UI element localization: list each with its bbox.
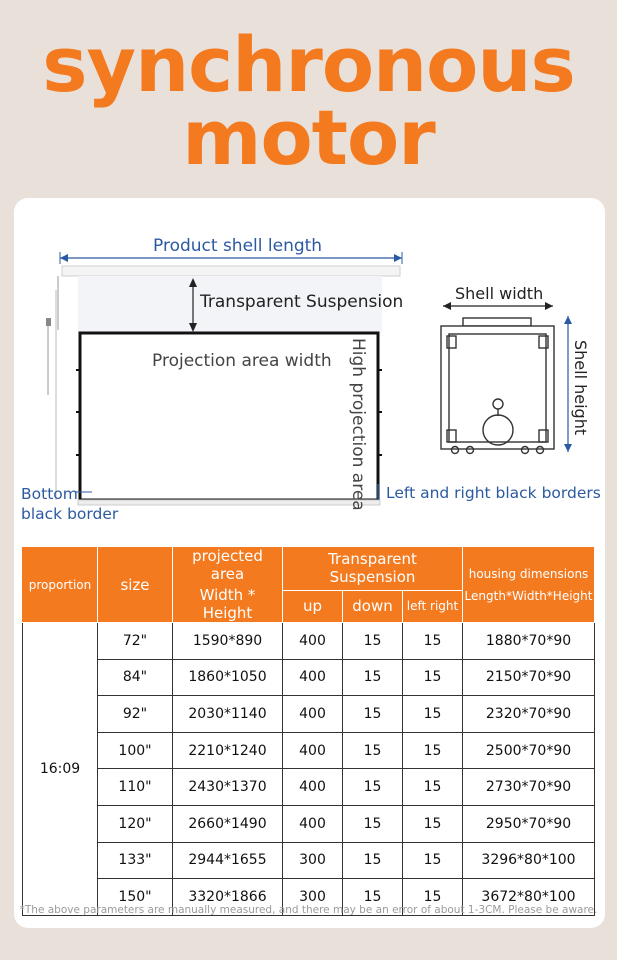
shell-height-label: Shell height	[571, 340, 590, 436]
left-right-black-borders-label: Left and right black borders	[386, 484, 601, 502]
area-cell: 2030*1140	[173, 696, 283, 733]
left-right-cell: 15	[403, 879, 463, 916]
up-cell: 300	[283, 842, 343, 879]
down-cell: 15	[343, 696, 403, 733]
housing-cell: 1880*70*90	[463, 623, 595, 660]
header-projected-area	[173, 547, 283, 623]
down-cell: 15	[343, 842, 403, 879]
header-left-right: left right	[403, 590, 463, 622]
down-cell: 15	[343, 769, 403, 806]
down-cell: 15	[343, 732, 403, 769]
left-right-cell: 15	[403, 805, 463, 842]
screen-housing	[62, 266, 400, 276]
area-cell: 2210*1240	[173, 732, 283, 769]
left-right-cell: 15	[403, 696, 463, 733]
header-down: down	[343, 590, 403, 622]
table-row	[23, 805, 595, 842]
area-cell: 1860*1050	[173, 659, 283, 696]
bottom-black-border-label-line2: black border	[21, 505, 119, 523]
left-right-cell: 15	[403, 623, 463, 660]
size-cell: 133"	[98, 842, 173, 879]
product-shell-length-label: Product shell length	[153, 236, 323, 256]
area-cell: 2660*1490	[173, 805, 283, 842]
spec-table	[22, 546, 595, 916]
housing-cell: 2950*70*90	[463, 805, 595, 842]
high-projection-area-label: High projection area	[348, 338, 368, 511]
up-cell: 400	[283, 696, 343, 733]
table-row	[23, 623, 595, 660]
housing-cell: 2320*70*90	[463, 696, 595, 733]
left-right-cell: 15	[403, 732, 463, 769]
arrow-left-icon	[60, 254, 68, 262]
up-cell: 400	[283, 659, 343, 696]
housing-cell: 3296*80*100	[463, 842, 595, 879]
headline-line-1: synchronous	[42, 20, 575, 109]
header-projected-area-line1: projected area	[192, 547, 263, 583]
table-row	[23, 842, 595, 879]
size-cell: 120"	[98, 805, 173, 842]
size-cell: 110"	[98, 769, 173, 806]
size-cell: 72"	[98, 623, 173, 660]
transparent-suspension-label: Transparent Suspension	[200, 292, 404, 312]
table-row	[23, 659, 595, 696]
header-housing-dimensions	[463, 547, 595, 623]
area-cell: 2430*1370	[173, 769, 283, 806]
area-cell: 1590*890	[173, 623, 283, 660]
bottom-black-border-label-line1: Bottom	[21, 485, 78, 503]
header-transparent-suspension: Transparent Suspension	[283, 547, 463, 591]
header-housing-line1: housing dimensions	[468, 566, 589, 581]
down-cell: 15	[343, 805, 403, 842]
cord-handle	[46, 318, 51, 326]
housing-cell: 2730*70*90	[463, 769, 595, 806]
size-cell: 100"	[98, 732, 173, 769]
header-up: up	[283, 590, 343, 622]
footnote: *The above parameters are manually measured, and there may be an error of about 1-3CM. Please be aware.	[19, 904, 598, 916]
bottom-bar	[78, 500, 380, 505]
header-projected-area-line2: Width * Height	[199, 586, 256, 622]
shell-width-label: Shell width	[455, 284, 544, 303]
up-cell: 300	[283, 879, 343, 916]
projection-area-width-label: Projection area width	[152, 351, 332, 371]
down-cell: 15	[343, 623, 403, 660]
left-right-cell: 15	[403, 659, 463, 696]
up-cell: 400	[283, 732, 343, 769]
header-housing-line2: Length*Width*Height	[464, 588, 593, 603]
area-cell: 3320*1866	[173, 879, 283, 916]
area-cell: 2944*1655	[173, 842, 283, 879]
size-cell: 84"	[98, 659, 173, 696]
arrow-right-icon	[394, 254, 402, 262]
header-size: size	[98, 547, 173, 623]
down-cell: 15	[343, 879, 403, 916]
up-cell: 400	[283, 769, 343, 806]
table-row	[23, 769, 595, 806]
headline-line-2: motor	[182, 93, 435, 182]
header-proportion: proportion	[23, 547, 98, 623]
housing-cell: 3672*80*100	[463, 879, 595, 916]
size-cell: 150"	[98, 879, 173, 916]
up-cell: 400	[283, 623, 343, 660]
proportion-cell: 16:09	[23, 623, 98, 916]
housing-cell: 2500*70*90	[463, 732, 595, 769]
left-right-cell: 15	[403, 842, 463, 879]
left-right-cell: 15	[403, 769, 463, 806]
housing-cross-section	[441, 318, 554, 454]
size-cell: 92"	[98, 696, 173, 733]
up-cell: 400	[283, 805, 343, 842]
down-cell: 15	[343, 659, 403, 696]
table-row	[23, 696, 595, 733]
table-row	[23, 732, 595, 769]
housing-cell: 2150*70*90	[463, 659, 595, 696]
